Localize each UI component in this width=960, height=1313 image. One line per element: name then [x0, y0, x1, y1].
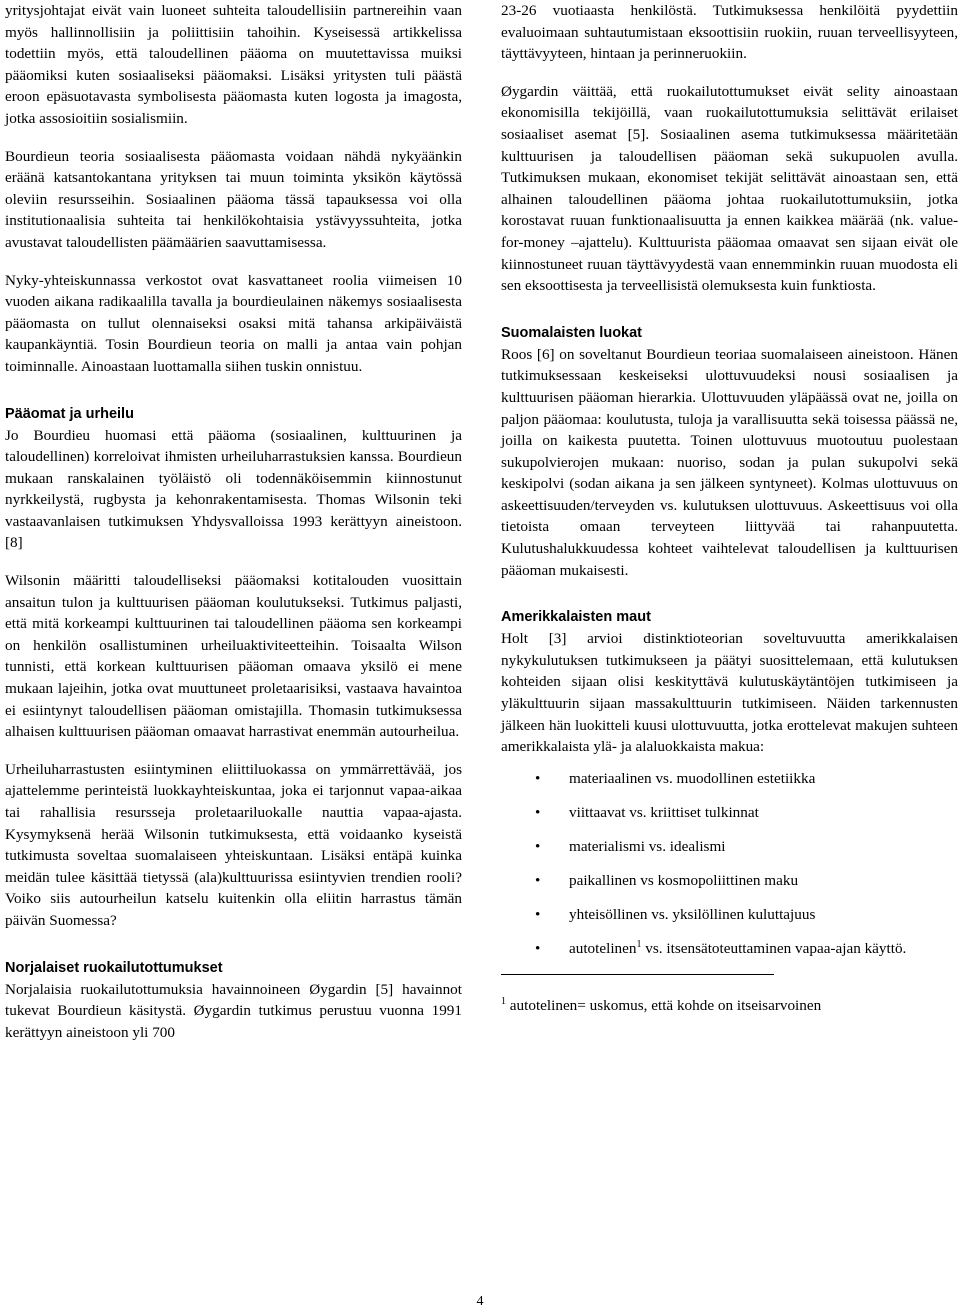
paragraph: 23-26 vuotiaasta henkilöstä. Tutkimuksessa henkilöitä pyydettiin evaluoimaan suhtautumistaan eksoottisiin ruokiin, ruuan terveellisyyteen, täyttävyyteen, hintaan ja perinneruokiin. — [501, 2, 958, 63]
list-item-text: materialismi vs. idealismi — [569, 838, 726, 855]
footnote-divider — [501, 974, 774, 975]
section-heading: Norjalaiset ruokailutottumukset — [5, 959, 223, 976]
section-heading: Pääomat ja urheilu — [5, 405, 134, 422]
right-column — [501, 0, 958, 1016]
paragraph: Norjalaisia ruokailutottumuksia havainnoineen Øygardin [5] havainnot tukevat Bourdieun käsitystä. Øygardin tutkimus perustuu vuonna 1991 kerättyyn aineistoon yli 700 — [5, 980, 462, 1041]
page-number: 4 — [476, 1294, 484, 1309]
list-item-text: vs. itsensätoteuttaminen vapaa-ajan käyttö. — [641, 940, 907, 958]
list-item — [501, 802, 958, 824]
section-heading: Amerikkalaisten maut — [501, 609, 651, 626]
footnote — [501, 995, 958, 1017]
list-item — [501, 768, 958, 790]
paragraph: Øygardin väittää, että ruokailutottumukset eivät selity ainoastaan ekonomisilla tekijöillä, vaan ruokailutottumuksia selittävät erilaiset sosiaaliset asemat [5]. Sosiaalinen asema tutkimuksessa määritetään kulttuurisen ja taloudellisen pääoman sekä sukupuolen avulla. Tutkimuksen mukaan, ekonomiset tekijät selittävät ainoastaan sen, että alhainen taloudellinen pääoma johtaa ruokailutottumuksiin, jotka korostavat ruuan funktionaalisuutta ja ennen kaikkea määrää (nk. value-for-money –ajattelu). Kulttuurista pääomaa omaavat sen sijaan eivät ole kiinnostuneet ruuan täyttävyydestä vaan ennemminkin ruuan muodosta eli sen eksoottisesta ja terveellisistä olemuksesta kuin funktiosta. — [501, 82, 958, 295]
bullet-icon: • — [535, 906, 541, 924]
list-item-text: materiaalinen vs. muodollinen estetiikka — [569, 769, 816, 787]
paragraph: Urheiluharrastusten esiintyminen eliittiluokassa on ymmärrettävää, jos ajattelemme perinteistä luokkayhteiskuntaa, joka ei tarjonnut vapaa-aikaa tai rahallisia resursseja proletaariluokalle nauttia vapaa-ajasta. Kysymyksenä herää Wilsonin tutkimuksesta, että voidaanko kyseistä tutkimusta soveltaa suomalaiseen yhteiskuntaan. Lisäksi entäpä kuinka meidän tulee käsittää tietyssä (ala)kulttuurissa esiintyvien trendien rooli? Voiko siis autourheilun katselu kuitenkin olla eliitin harrastus tämän päivän Suomessa? — [5, 760, 462, 929]
bullet-icon: • — [535, 940, 541, 958]
list-item — [501, 904, 958, 926]
bullet-list — [501, 768, 958, 960]
bullet-icon: • — [535, 838, 541, 855]
paragraph: Bourdieun teoria sosiaalisesta pääomasta voidaan nähdä nykyäänkin eräänä katsantokantana yrityksen tai muun toiminta yksikön käytössä oleviin resursseihin. Sosiaalinen pääoma tässä tapauksessa voi olla institutionaalisia suhteita tai henkilökohtaisia ystävyyssuhteita, jotka avustavat taloudellisten päämäärien saavuttamisessa. — [5, 147, 462, 251]
list-item-text: viittaavat vs. kriittiset tulkinnat — [569, 803, 759, 821]
footnote-marker: 1 — [636, 939, 642, 951]
bullet-icon: • — [535, 803, 541, 821]
list-item-text: paikallinen vs kosmopoliittinen maku — [569, 872, 799, 890]
list-item — [501, 870, 958, 892]
bullet-icon: • — [535, 872, 541, 890]
left-column — [5, 0, 462, 1043]
list-item-text: yhteisöllinen vs. yksilöllinen kuluttajuus — [569, 906, 816, 924]
section-heading: Suomalaisten luokat — [501, 324, 643, 341]
paragraph: Nyky-yhteiskunnassa verkostot ovat kasvattaneet roolia viimeisen 10 vuoden aikana radikaalilla tavalla ja bourdieulainen näkemys sosiaalisesta pääomasta on tullut olennaiseksi osaksi mitä tahansa arkipäiväistä kaupankäyntiä. Tosin Bourdieun teoria on malli ja antaa vain pohjan toiminnalle. Ainoastaan luottamalla siihen tuskin onnistuu. — [5, 271, 462, 375]
list-item — [501, 836, 958, 858]
paragraph: yritysjohtajat eivät vain luoneet suhteita taloudellisiin partnereihin vaan myös hallinnollisiin ja poliittisiin tahoihin. Kyseisessä artikkelissa todettiin myös, että taloudellinen pääoma on muutettavissa muiksi pääomiksi kuten sosiaaliseksi pääomaksi. Lisäksi yritysten tuli päästä eroon epäsuotavasta symbolisesta pääomasta kuten logosta ja imagosta, jotka assosioitiin sosialismiin. — [5, 2, 462, 127]
paragraph: Roos [6] on soveltanut Bourdieun teoriaa suomalaiseen aineistoon. Hänen tutkimuksessaan keskeiseksi ulottuvuudeksi nousi sosiaalisen ja kulttuurisen pääoman hierarkia. Ulottuvuuden yläpäässä ovat ne, joilla on paljon pääomaa: koulutusta, tuloja ja varallisuutta sekä toisessa päässä ne, joilla on kaikesta puutetta. Toinen ulottuvuus muotoutuu puolestaan sukupolvierojen mukaan: nuoriso, sodan ja pulan sukupolvi sekä keskipolvi (sodan aikana ja sen jälkeen syntyneet). Kolmas ulottuvuus on askeettisuuden/terveyden vs. kulutuksen ulottuvuus. Askeettisuus voi olla tietoista omaan terveyteen liittyvää tai rahanpuutetta. Kulutushalukkuudessa kohteet vaihtelevat taloudellisen ja kulttuurisen pääoman mukaisesti. — [501, 345, 958, 579]
paragraph: Jo Bourdieu huomasi että pääoma (sosiaalinen, kulttuurinen ja taloudellinen) korreloivat ihmisten urheiluharrastuksien kanssa. Bourdieun mukaan ranskalainen työläistö oli todennäköisemmin kiinnostunut nyrkkeilystä, rugbysta ja kehonrakentamisesta. Thomas Wilsonin teki vastaavanlaisen tutkimuksen Yhdysvalloissa 1993 kerättyyn aineistoon. [8] — [5, 426, 462, 552]
paragraph: Wilsonin määritti taloudelliseksi pääomaksi kotitalouden vuosittain ansaitun tulon ja kulttuurisen pääoman koulutukseksi. Tutkimus paljasti, että mitä korkeampi kulttuurinen tai taloudellinen pääoma sen korkeampi on henkilön osallistuminen urheiluaktiviteetteihin. Toisaalta Wilson tunnisti, että korkean kulttuurisen pääoman omaava yksilö ei mene mukaan lajeihin, jotka ovat muuttuneet proletaarisiksi, vastaava havaintoa ei esiintynyt taloudellisen pääoman omistajilla. Thomasin tutkimuksessa alhaisen kulttuurisen pääoman omaavat harrastivat enemmän autourheilua. — [5, 572, 462, 741]
bullet-icon: • — [535, 769, 541, 787]
list-item — [501, 938, 958, 960]
footnote-marker: 1 — [501, 995, 506, 1007]
footnote-text: autotelinen= uskomus, että kohde on itseisarvoinen — [506, 996, 822, 1014]
paragraph: Holt [3] arvioi distinktioteorian soveltuvuutta amerikkalaisen nykykulutuksen tutkimukseen ja päätyi suosittelemaan, että kulutuksen kohteiden sijaan olisi keskityttävä kulutuskäytäntöjen tutkimiseen ja yläkulttuurin sijaan massakulttuurin tutkimiseen. Näiden tarkennusten jälkeen hän luokitteli kuusi ulottuvuutta, jotka erottelevat makujen suhteen amerikkalaista ylä- ja alaluokkaista makua: — [501, 630, 958, 756]
list-item-text: autotelinen — [569, 940, 637, 958]
